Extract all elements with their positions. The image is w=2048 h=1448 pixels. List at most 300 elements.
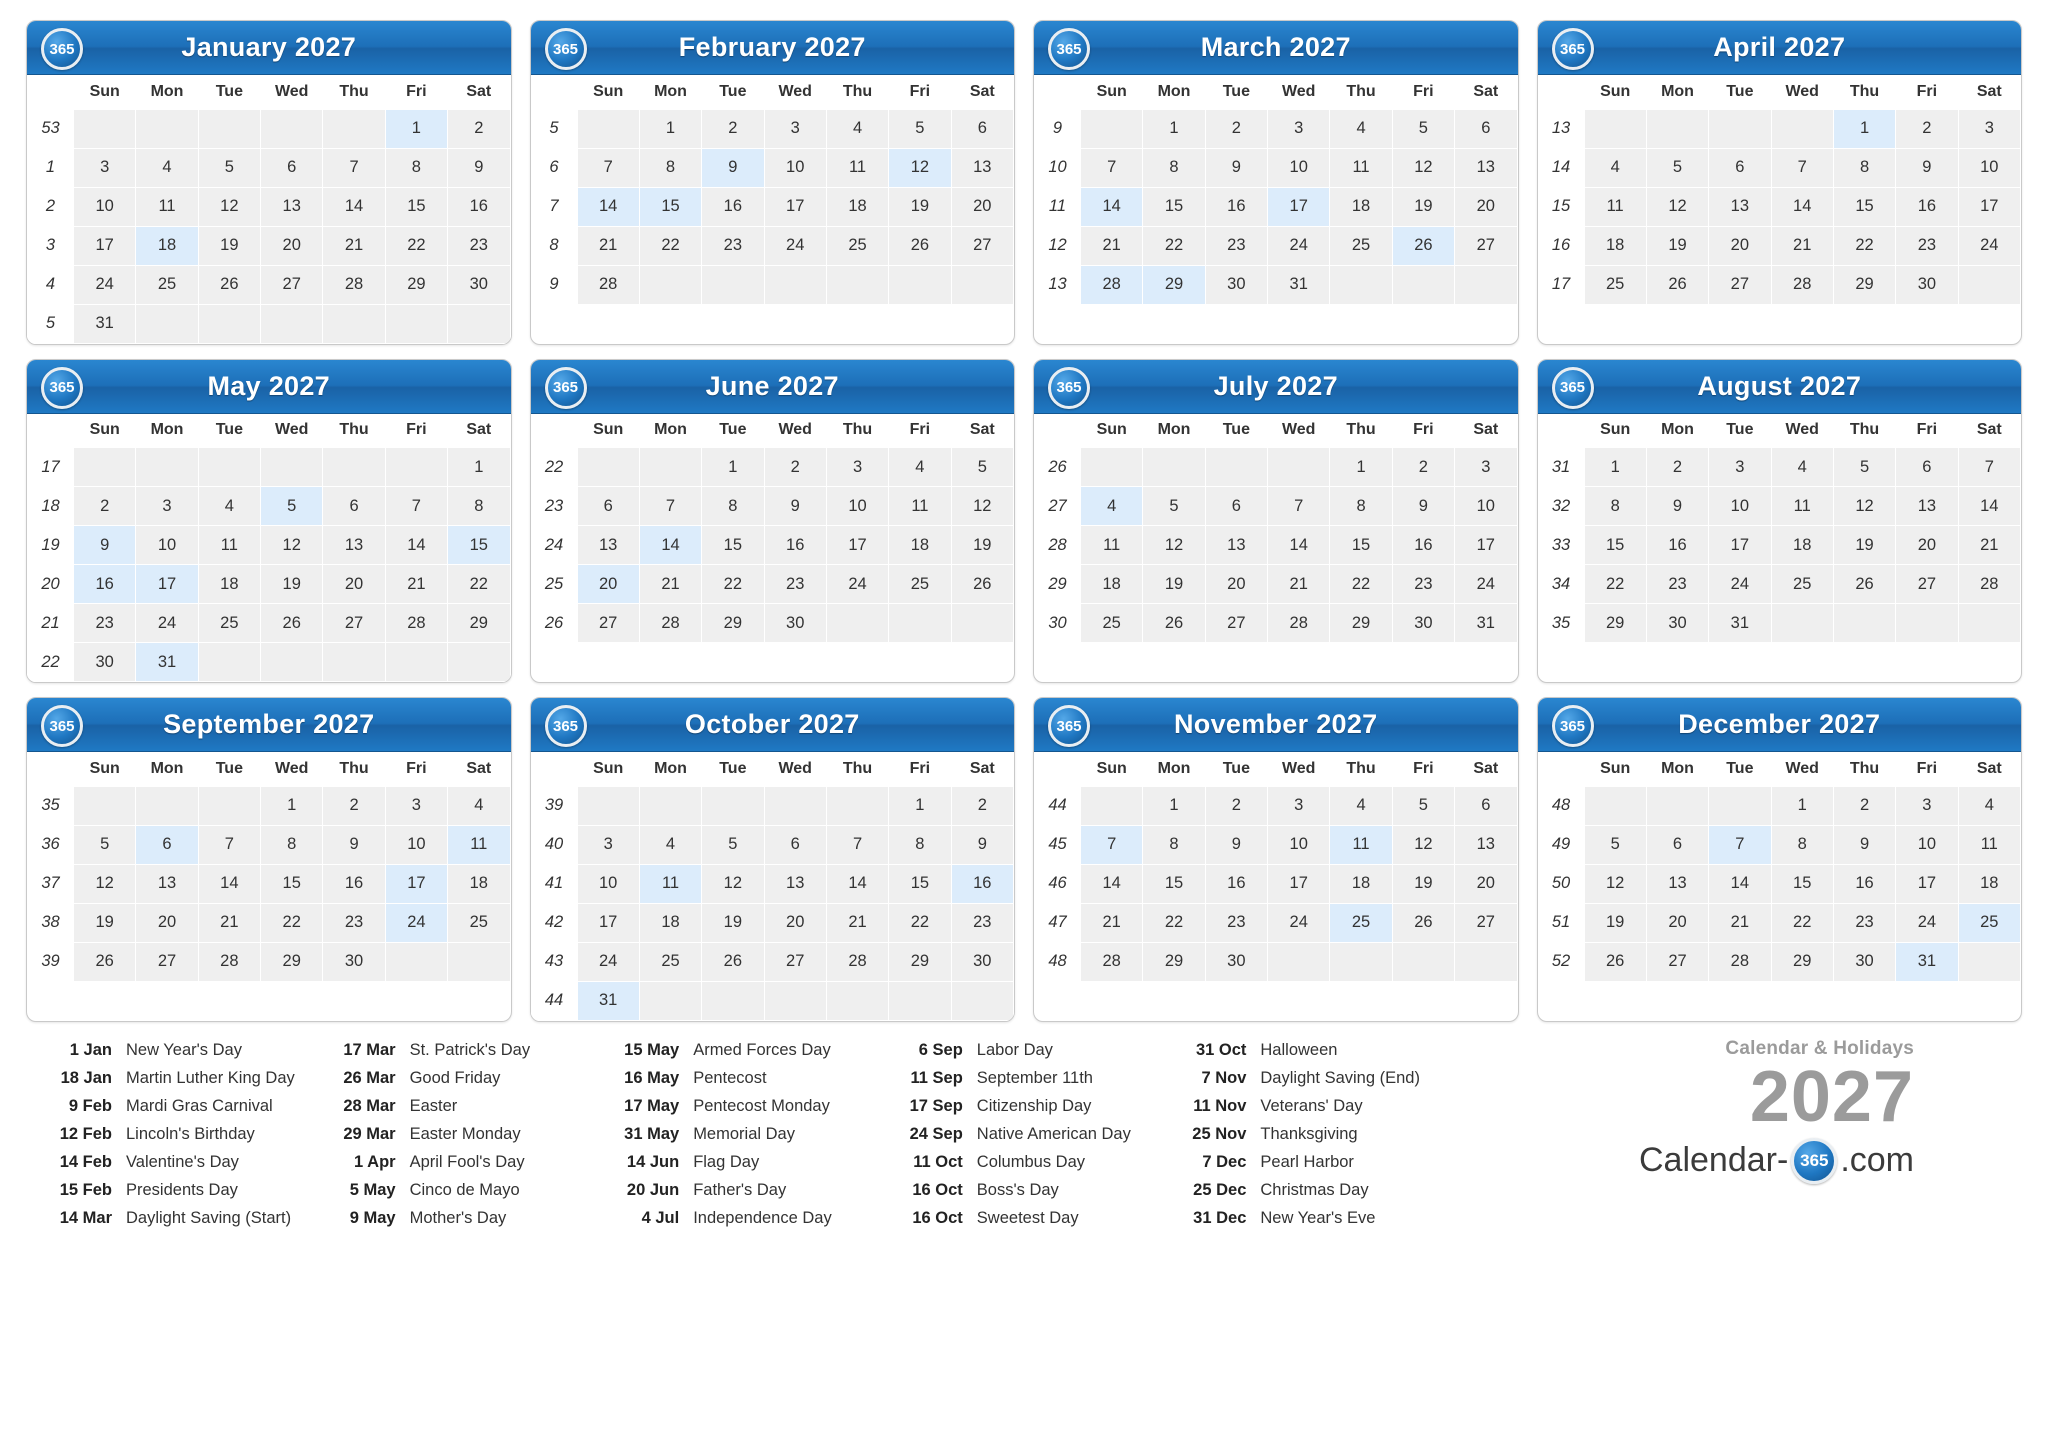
day-cell[interactable]: 13 bbox=[1205, 526, 1267, 565]
day-cell[interactable]: 8 bbox=[1143, 148, 1205, 187]
day-cell[interactable]: 5 bbox=[702, 825, 764, 864]
day-cell[interactable]: 9 bbox=[702, 148, 764, 187]
day-cell[interactable]: 17 bbox=[764, 187, 826, 226]
day-cell[interactable]: 25 bbox=[1330, 226, 1392, 265]
day-cell[interactable]: 27 bbox=[764, 942, 826, 981]
day-cell[interactable]: 29 bbox=[1330, 604, 1392, 643]
day-cell[interactable]: 18 bbox=[1330, 864, 1392, 903]
day-cell[interactable]: 27 bbox=[1455, 226, 1517, 265]
day-cell[interactable]: 15 bbox=[385, 187, 447, 226]
day-cell[interactable]: 19 bbox=[1392, 864, 1454, 903]
day-cell[interactable]: 26 bbox=[889, 226, 951, 265]
day-cell[interactable]: 22 bbox=[1584, 565, 1646, 604]
day-cell[interactable]: 17 bbox=[136, 565, 198, 604]
day-cell[interactable]: 24 bbox=[74, 265, 136, 304]
day-cell[interactable]: 11 bbox=[826, 148, 888, 187]
day-cell[interactable]: 15 bbox=[889, 864, 951, 903]
day-cell[interactable]: 20 bbox=[1455, 187, 1517, 226]
day-cell[interactable]: 11 bbox=[1771, 487, 1833, 526]
day-cell[interactable]: 18 bbox=[448, 864, 510, 903]
day-cell[interactable]: 9 bbox=[951, 825, 1013, 864]
day-cell[interactable]: 8 bbox=[261, 825, 323, 864]
day-cell[interactable]: 21 bbox=[1268, 565, 1330, 604]
day-cell[interactable]: 22 bbox=[889, 903, 951, 942]
day-cell[interactable]: 13 bbox=[1646, 864, 1708, 903]
day-cell[interactable]: 23 bbox=[323, 903, 385, 942]
day-cell[interactable]: 1 bbox=[1584, 448, 1646, 487]
day-cell[interactable]: 4 bbox=[826, 109, 888, 148]
day-cell[interactable]: 3 bbox=[1268, 109, 1330, 148]
day-cell[interactable]: 15 bbox=[702, 526, 764, 565]
day-cell[interactable]: 22 bbox=[385, 226, 447, 265]
day-cell[interactable]: 12 bbox=[261, 526, 323, 565]
day-cell[interactable]: 8 bbox=[889, 825, 951, 864]
day-cell[interactable]: 14 bbox=[1081, 864, 1143, 903]
day-cell[interactable]: 5 bbox=[1392, 786, 1454, 825]
day-cell[interactable]: 20 bbox=[1709, 226, 1771, 265]
day-cell[interactable]: 15 bbox=[1584, 526, 1646, 565]
day-cell[interactable]: 8 bbox=[1143, 825, 1205, 864]
day-cell[interactable]: 16 bbox=[1833, 864, 1895, 903]
day-cell[interactable]: 16 bbox=[1896, 187, 1958, 226]
day-cell[interactable]: 16 bbox=[1392, 526, 1454, 565]
day-cell[interactable]: 28 bbox=[323, 265, 385, 304]
day-cell[interactable]: 29 bbox=[448, 604, 510, 643]
day-cell[interactable]: 17 bbox=[1709, 526, 1771, 565]
day-cell[interactable]: 1 bbox=[1833, 109, 1895, 148]
day-cell[interactable]: 7 bbox=[1771, 148, 1833, 187]
day-cell[interactable]: 6 bbox=[323, 487, 385, 526]
day-cell[interactable]: 23 bbox=[1833, 903, 1895, 942]
day-cell[interactable]: 1 bbox=[385, 109, 447, 148]
day-cell[interactable]: 29 bbox=[1771, 942, 1833, 981]
day-cell[interactable]: 16 bbox=[1205, 864, 1267, 903]
day-cell[interactable]: 28 bbox=[1958, 565, 2020, 604]
day-cell[interactable]: 20 bbox=[1646, 903, 1708, 942]
day-cell[interactable]: 13 bbox=[577, 526, 639, 565]
day-cell[interactable]: 30 bbox=[764, 604, 826, 643]
day-cell[interactable]: 19 bbox=[1584, 903, 1646, 942]
day-cell[interactable]: 21 bbox=[323, 226, 385, 265]
day-cell[interactable]: 21 bbox=[1958, 526, 2020, 565]
day-cell[interactable]: 11 bbox=[1958, 825, 2020, 864]
day-cell[interactable]: 12 bbox=[1833, 487, 1895, 526]
day-cell[interactable]: 6 bbox=[1455, 109, 1517, 148]
day-cell[interactable]: 29 bbox=[1584, 604, 1646, 643]
day-cell[interactable]: 10 bbox=[1709, 487, 1771, 526]
day-cell[interactable]: 21 bbox=[1081, 226, 1143, 265]
day-cell[interactable]: 2 bbox=[1205, 786, 1267, 825]
day-cell[interactable]: 14 bbox=[1771, 187, 1833, 226]
day-cell[interactable]: 29 bbox=[1143, 942, 1205, 981]
day-cell[interactable]: 17 bbox=[1896, 864, 1958, 903]
day-cell[interactable]: 22 bbox=[1330, 565, 1392, 604]
day-cell[interactable]: 2 bbox=[1896, 109, 1958, 148]
day-cell[interactable]: 13 bbox=[764, 864, 826, 903]
day-cell[interactable]: 6 bbox=[577, 487, 639, 526]
day-cell[interactable]: 14 bbox=[198, 864, 260, 903]
day-cell[interactable]: 27 bbox=[261, 265, 323, 304]
day-cell[interactable]: 5 bbox=[198, 148, 260, 187]
day-cell[interactable]: 30 bbox=[448, 265, 510, 304]
day-cell[interactable]: 30 bbox=[1646, 604, 1708, 643]
day-cell[interactable]: 23 bbox=[1205, 903, 1267, 942]
day-cell[interactable]: 14 bbox=[1081, 187, 1143, 226]
day-cell[interactable]: 29 bbox=[385, 265, 447, 304]
day-cell[interactable]: 24 bbox=[764, 226, 826, 265]
day-cell[interactable]: 2 bbox=[448, 109, 510, 148]
day-cell[interactable]: 20 bbox=[1896, 526, 1958, 565]
day-cell[interactable]: 27 bbox=[577, 604, 639, 643]
day-cell[interactable]: 27 bbox=[1205, 604, 1267, 643]
day-cell[interactable]: 5 bbox=[74, 825, 136, 864]
day-cell[interactable]: 2 bbox=[1646, 448, 1708, 487]
day-cell[interactable]: 28 bbox=[826, 942, 888, 981]
day-cell[interactable]: 16 bbox=[448, 187, 510, 226]
day-cell[interactable]: 28 bbox=[385, 604, 447, 643]
day-cell[interactable]: 20 bbox=[261, 226, 323, 265]
day-cell[interactable]: 8 bbox=[1330, 487, 1392, 526]
day-cell[interactable]: 13 bbox=[951, 148, 1013, 187]
day-cell[interactable]: 27 bbox=[1709, 265, 1771, 304]
day-cell[interactable]: 20 bbox=[323, 565, 385, 604]
day-cell[interactable]: 17 bbox=[74, 226, 136, 265]
day-cell[interactable]: 19 bbox=[261, 565, 323, 604]
day-cell[interactable]: 1 bbox=[639, 109, 701, 148]
day-cell[interactable]: 15 bbox=[1143, 187, 1205, 226]
day-cell[interactable]: 19 bbox=[198, 226, 260, 265]
day-cell[interactable]: 25 bbox=[1771, 565, 1833, 604]
day-cell[interactable]: 18 bbox=[198, 565, 260, 604]
day-cell[interactable]: 10 bbox=[1896, 825, 1958, 864]
day-cell[interactable]: 12 bbox=[889, 148, 951, 187]
day-cell[interactable]: 17 bbox=[1958, 187, 2020, 226]
day-cell[interactable]: 26 bbox=[1143, 604, 1205, 643]
day-cell[interactable]: 4 bbox=[1330, 109, 1392, 148]
day-cell[interactable]: 13 bbox=[261, 187, 323, 226]
day-cell[interactable]: 7 bbox=[198, 825, 260, 864]
day-cell[interactable]: 10 bbox=[385, 825, 447, 864]
day-cell[interactable]: 1 bbox=[889, 786, 951, 825]
day-cell[interactable]: 4 bbox=[1081, 487, 1143, 526]
day-cell[interactable]: 20 bbox=[764, 903, 826, 942]
day-cell[interactable]: 28 bbox=[639, 604, 701, 643]
day-cell[interactable]: 3 bbox=[1958, 109, 2020, 148]
day-cell[interactable]: 4 bbox=[1771, 448, 1833, 487]
day-cell[interactable]: 6 bbox=[1709, 148, 1771, 187]
day-cell[interactable]: 26 bbox=[74, 942, 136, 981]
day-cell[interactable]: 7 bbox=[1958, 448, 2020, 487]
day-cell[interactable]: 3 bbox=[74, 148, 136, 187]
day-cell[interactable]: 24 bbox=[826, 565, 888, 604]
day-cell[interactable]: 10 bbox=[826, 487, 888, 526]
day-cell[interactable]: 5 bbox=[889, 109, 951, 148]
day-cell[interactable]: 3 bbox=[577, 825, 639, 864]
day-cell[interactable]: 12 bbox=[1646, 187, 1708, 226]
day-cell[interactable]: 30 bbox=[323, 942, 385, 981]
day-cell[interactable]: 26 bbox=[702, 942, 764, 981]
day-cell[interactable]: 3 bbox=[1896, 786, 1958, 825]
day-cell[interactable]: 9 bbox=[1392, 487, 1454, 526]
day-cell[interactable]: 12 bbox=[74, 864, 136, 903]
day-cell[interactable]: 25 bbox=[1330, 903, 1392, 942]
day-cell[interactable]: 6 bbox=[261, 148, 323, 187]
day-cell[interactable]: 12 bbox=[1584, 864, 1646, 903]
day-cell[interactable]: 26 bbox=[1833, 565, 1895, 604]
day-cell[interactable]: 25 bbox=[826, 226, 888, 265]
day-cell[interactable]: 27 bbox=[1646, 942, 1708, 981]
day-cell[interactable]: 18 bbox=[136, 226, 198, 265]
day-cell[interactable]: 20 bbox=[951, 187, 1013, 226]
day-cell[interactable]: 31 bbox=[136, 643, 198, 682]
day-cell[interactable]: 9 bbox=[764, 487, 826, 526]
day-cell[interactable]: 24 bbox=[1268, 903, 1330, 942]
day-cell[interactable]: 7 bbox=[385, 487, 447, 526]
day-cell[interactable]: 24 bbox=[1958, 226, 2020, 265]
day-cell[interactable]: 20 bbox=[136, 903, 198, 942]
day-cell[interactable]: 22 bbox=[1771, 903, 1833, 942]
day-cell[interactable]: 5 bbox=[1646, 148, 1708, 187]
day-cell[interactable]: 29 bbox=[1143, 265, 1205, 304]
day-cell[interactable]: 10 bbox=[1958, 148, 2020, 187]
day-cell[interactable]: 25 bbox=[639, 942, 701, 981]
day-cell[interactable]: 8 bbox=[702, 487, 764, 526]
day-cell[interactable]: 15 bbox=[1330, 526, 1392, 565]
day-cell[interactable]: 24 bbox=[1455, 565, 1517, 604]
day-cell[interactable]: 26 bbox=[1584, 942, 1646, 981]
day-cell[interactable]: 27 bbox=[1896, 565, 1958, 604]
day-cell[interactable]: 18 bbox=[1330, 187, 1392, 226]
day-cell[interactable]: 8 bbox=[1771, 825, 1833, 864]
day-cell[interactable]: 31 bbox=[1268, 265, 1330, 304]
day-cell[interactable]: 13 bbox=[1896, 487, 1958, 526]
day-cell[interactable]: 23 bbox=[951, 903, 1013, 942]
day-cell[interactable]: 12 bbox=[198, 187, 260, 226]
day-cell[interactable]: 9 bbox=[448, 148, 510, 187]
day-cell[interactable]: 23 bbox=[764, 565, 826, 604]
day-cell[interactable]: 7 bbox=[639, 487, 701, 526]
day-cell[interactable]: 14 bbox=[1268, 526, 1330, 565]
day-cell[interactable]: 25 bbox=[1081, 604, 1143, 643]
day-cell[interactable]: 2 bbox=[1392, 448, 1454, 487]
day-cell[interactable]: 7 bbox=[323, 148, 385, 187]
day-cell[interactable]: 19 bbox=[74, 903, 136, 942]
day-cell[interactable]: 3 bbox=[764, 109, 826, 148]
day-cell[interactable]: 22 bbox=[639, 226, 701, 265]
day-cell[interactable]: 29 bbox=[702, 604, 764, 643]
day-cell[interactable]: 9 bbox=[1205, 148, 1267, 187]
day-cell[interactable]: 3 bbox=[1709, 448, 1771, 487]
day-cell[interactable]: 7 bbox=[577, 148, 639, 187]
day-cell[interactable]: 13 bbox=[1455, 825, 1517, 864]
day-cell[interactable]: 8 bbox=[1584, 487, 1646, 526]
day-cell[interactable]: 1 bbox=[702, 448, 764, 487]
day-cell[interactable]: 10 bbox=[764, 148, 826, 187]
day-cell[interactable]: 23 bbox=[1896, 226, 1958, 265]
day-cell[interactable]: 14 bbox=[1709, 864, 1771, 903]
day-cell[interactable]: 28 bbox=[1081, 942, 1143, 981]
day-cell[interactable]: 11 bbox=[1584, 187, 1646, 226]
day-cell[interactable]: 14 bbox=[323, 187, 385, 226]
day-cell[interactable]: 11 bbox=[889, 487, 951, 526]
day-cell[interactable]: 16 bbox=[323, 864, 385, 903]
day-cell[interactable]: 25 bbox=[889, 565, 951, 604]
day-cell[interactable]: 8 bbox=[385, 148, 447, 187]
day-cell[interactable]: 21 bbox=[1709, 903, 1771, 942]
day-cell[interactable]: 15 bbox=[1771, 864, 1833, 903]
day-cell[interactable]: 27 bbox=[1455, 903, 1517, 942]
day-cell[interactable]: 31 bbox=[1455, 604, 1517, 643]
day-cell[interactable]: 12 bbox=[702, 864, 764, 903]
day-cell[interactable]: 22 bbox=[448, 565, 510, 604]
day-cell[interactable]: 24 bbox=[385, 903, 447, 942]
day-cell[interactable]: 6 bbox=[1455, 786, 1517, 825]
day-cell[interactable]: 28 bbox=[1771, 265, 1833, 304]
day-cell[interactable]: 26 bbox=[951, 565, 1013, 604]
day-cell[interactable]: 25 bbox=[1584, 265, 1646, 304]
day-cell[interactable]: 12 bbox=[1392, 148, 1454, 187]
day-cell[interactable]: 15 bbox=[639, 187, 701, 226]
day-cell[interactable]: 18 bbox=[1081, 565, 1143, 604]
day-cell[interactable]: 18 bbox=[889, 526, 951, 565]
day-cell[interactable]: 16 bbox=[702, 187, 764, 226]
day-cell[interactable]: 29 bbox=[889, 942, 951, 981]
day-cell[interactable]: 4 bbox=[639, 825, 701, 864]
day-cell[interactable]: 11 bbox=[198, 526, 260, 565]
day-cell[interactable]: 30 bbox=[1205, 265, 1267, 304]
day-cell[interactable]: 21 bbox=[198, 903, 260, 942]
day-cell[interactable]: 9 bbox=[1896, 148, 1958, 187]
day-cell[interactable]: 4 bbox=[889, 448, 951, 487]
day-cell[interactable]: 30 bbox=[1896, 265, 1958, 304]
day-cell[interactable]: 19 bbox=[1833, 526, 1895, 565]
day-cell[interactable]: 9 bbox=[323, 825, 385, 864]
day-cell[interactable]: 16 bbox=[951, 864, 1013, 903]
day-cell[interactable]: 1 bbox=[1330, 448, 1392, 487]
day-cell[interactable]: 19 bbox=[1143, 565, 1205, 604]
day-cell[interactable]: 27 bbox=[323, 604, 385, 643]
day-cell[interactable]: 13 bbox=[1709, 187, 1771, 226]
day-cell[interactable]: 7 bbox=[826, 825, 888, 864]
day-cell[interactable]: 29 bbox=[1833, 265, 1895, 304]
day-cell[interactable]: 17 bbox=[1455, 526, 1517, 565]
day-cell[interactable]: 28 bbox=[1709, 942, 1771, 981]
day-cell[interactable]: 25 bbox=[448, 903, 510, 942]
day-cell[interactable]: 20 bbox=[577, 565, 639, 604]
day-cell[interactable]: 3 bbox=[1455, 448, 1517, 487]
day-cell[interactable]: 23 bbox=[1205, 226, 1267, 265]
day-cell[interactable]: 30 bbox=[1392, 604, 1454, 643]
day-cell[interactable]: 18 bbox=[826, 187, 888, 226]
day-cell[interactable]: 9 bbox=[1833, 825, 1895, 864]
day-cell[interactable]: 2 bbox=[1833, 786, 1895, 825]
day-cell[interactable]: 19 bbox=[1392, 187, 1454, 226]
day-cell[interactable]: 13 bbox=[1455, 148, 1517, 187]
day-cell[interactable]: 4 bbox=[448, 786, 510, 825]
day-cell[interactable]: 22 bbox=[1833, 226, 1895, 265]
day-cell[interactable]: 8 bbox=[639, 148, 701, 187]
day-cell[interactable]: 5 bbox=[951, 448, 1013, 487]
day-cell[interactable]: 21 bbox=[826, 903, 888, 942]
day-cell[interactable]: 12 bbox=[951, 487, 1013, 526]
day-cell[interactable]: 15 bbox=[1143, 864, 1205, 903]
day-cell[interactable]: 1 bbox=[1143, 786, 1205, 825]
day-cell[interactable]: 26 bbox=[1392, 226, 1454, 265]
day-cell[interactable]: 13 bbox=[323, 526, 385, 565]
day-cell[interactable]: 11 bbox=[1330, 825, 1392, 864]
day-cell[interactable]: 12 bbox=[1392, 825, 1454, 864]
day-cell[interactable]: 15 bbox=[448, 526, 510, 565]
day-cell[interactable]: 26 bbox=[1646, 265, 1708, 304]
day-cell[interactable]: 28 bbox=[1268, 604, 1330, 643]
day-cell[interactable]: 17 bbox=[826, 526, 888, 565]
day-cell[interactable]: 22 bbox=[702, 565, 764, 604]
day-cell[interactable]: 21 bbox=[577, 226, 639, 265]
day-cell[interactable]: 28 bbox=[577, 265, 639, 304]
day-cell[interactable]: 1 bbox=[448, 448, 510, 487]
day-cell[interactable]: 20 bbox=[1205, 565, 1267, 604]
day-cell[interactable]: 23 bbox=[1646, 565, 1708, 604]
day-cell[interactable]: 10 bbox=[1455, 487, 1517, 526]
day-cell[interactable]: 4 bbox=[1584, 148, 1646, 187]
day-cell[interactable]: 14 bbox=[577, 187, 639, 226]
day-cell[interactable]: 7 bbox=[1081, 148, 1143, 187]
day-cell[interactable]: 29 bbox=[261, 942, 323, 981]
day-cell[interactable]: 30 bbox=[74, 643, 136, 682]
day-cell[interactable]: 14 bbox=[385, 526, 447, 565]
day-cell[interactable]: 5 bbox=[1143, 487, 1205, 526]
day-cell[interactable]: 16 bbox=[1646, 526, 1708, 565]
day-cell[interactable]: 30 bbox=[1205, 942, 1267, 981]
day-cell[interactable]: 15 bbox=[261, 864, 323, 903]
day-cell[interactable]: 11 bbox=[136, 187, 198, 226]
day-cell[interactable]: 22 bbox=[1143, 903, 1205, 942]
day-cell[interactable]: 18 bbox=[1958, 864, 2020, 903]
day-cell[interactable]: 22 bbox=[1143, 226, 1205, 265]
day-cell[interactable]: 2 bbox=[74, 487, 136, 526]
day-cell[interactable]: 6 bbox=[136, 825, 198, 864]
day-cell[interactable]: 5 bbox=[1584, 825, 1646, 864]
day-cell[interactable]: 6 bbox=[764, 825, 826, 864]
day-cell[interactable]: 13 bbox=[136, 864, 198, 903]
day-cell[interactable]: 5 bbox=[1833, 448, 1895, 487]
day-cell[interactable]: 23 bbox=[702, 226, 764, 265]
day-cell[interactable]: 11 bbox=[639, 864, 701, 903]
day-cell[interactable]: 8 bbox=[1833, 148, 1895, 187]
day-cell[interactable]: 7 bbox=[1709, 825, 1771, 864]
day-cell[interactable]: 21 bbox=[1771, 226, 1833, 265]
day-cell[interactable]: 18 bbox=[1771, 526, 1833, 565]
day-cell[interactable]: 12 bbox=[1143, 526, 1205, 565]
day-cell[interactable]: 10 bbox=[136, 526, 198, 565]
day-cell[interactable]: 6 bbox=[1646, 825, 1708, 864]
day-cell[interactable]: 14 bbox=[1958, 487, 2020, 526]
day-cell[interactable]: 21 bbox=[639, 565, 701, 604]
day-cell[interactable]: 30 bbox=[951, 942, 1013, 981]
day-cell[interactable]: 31 bbox=[577, 981, 639, 1020]
day-cell[interactable]: 4 bbox=[1330, 786, 1392, 825]
day-cell[interactable]: 3 bbox=[826, 448, 888, 487]
day-cell[interactable]: 4 bbox=[136, 148, 198, 187]
day-cell[interactable]: 27 bbox=[951, 226, 1013, 265]
day-cell[interactable]: 21 bbox=[385, 565, 447, 604]
day-cell[interactable]: 8 bbox=[448, 487, 510, 526]
day-cell[interactable]: 16 bbox=[74, 565, 136, 604]
day-cell[interactable]: 10 bbox=[1268, 148, 1330, 187]
day-cell[interactable]: 19 bbox=[702, 903, 764, 942]
day-cell[interactable]: 1 bbox=[1143, 109, 1205, 148]
day-cell[interactable]: 25 bbox=[198, 604, 260, 643]
